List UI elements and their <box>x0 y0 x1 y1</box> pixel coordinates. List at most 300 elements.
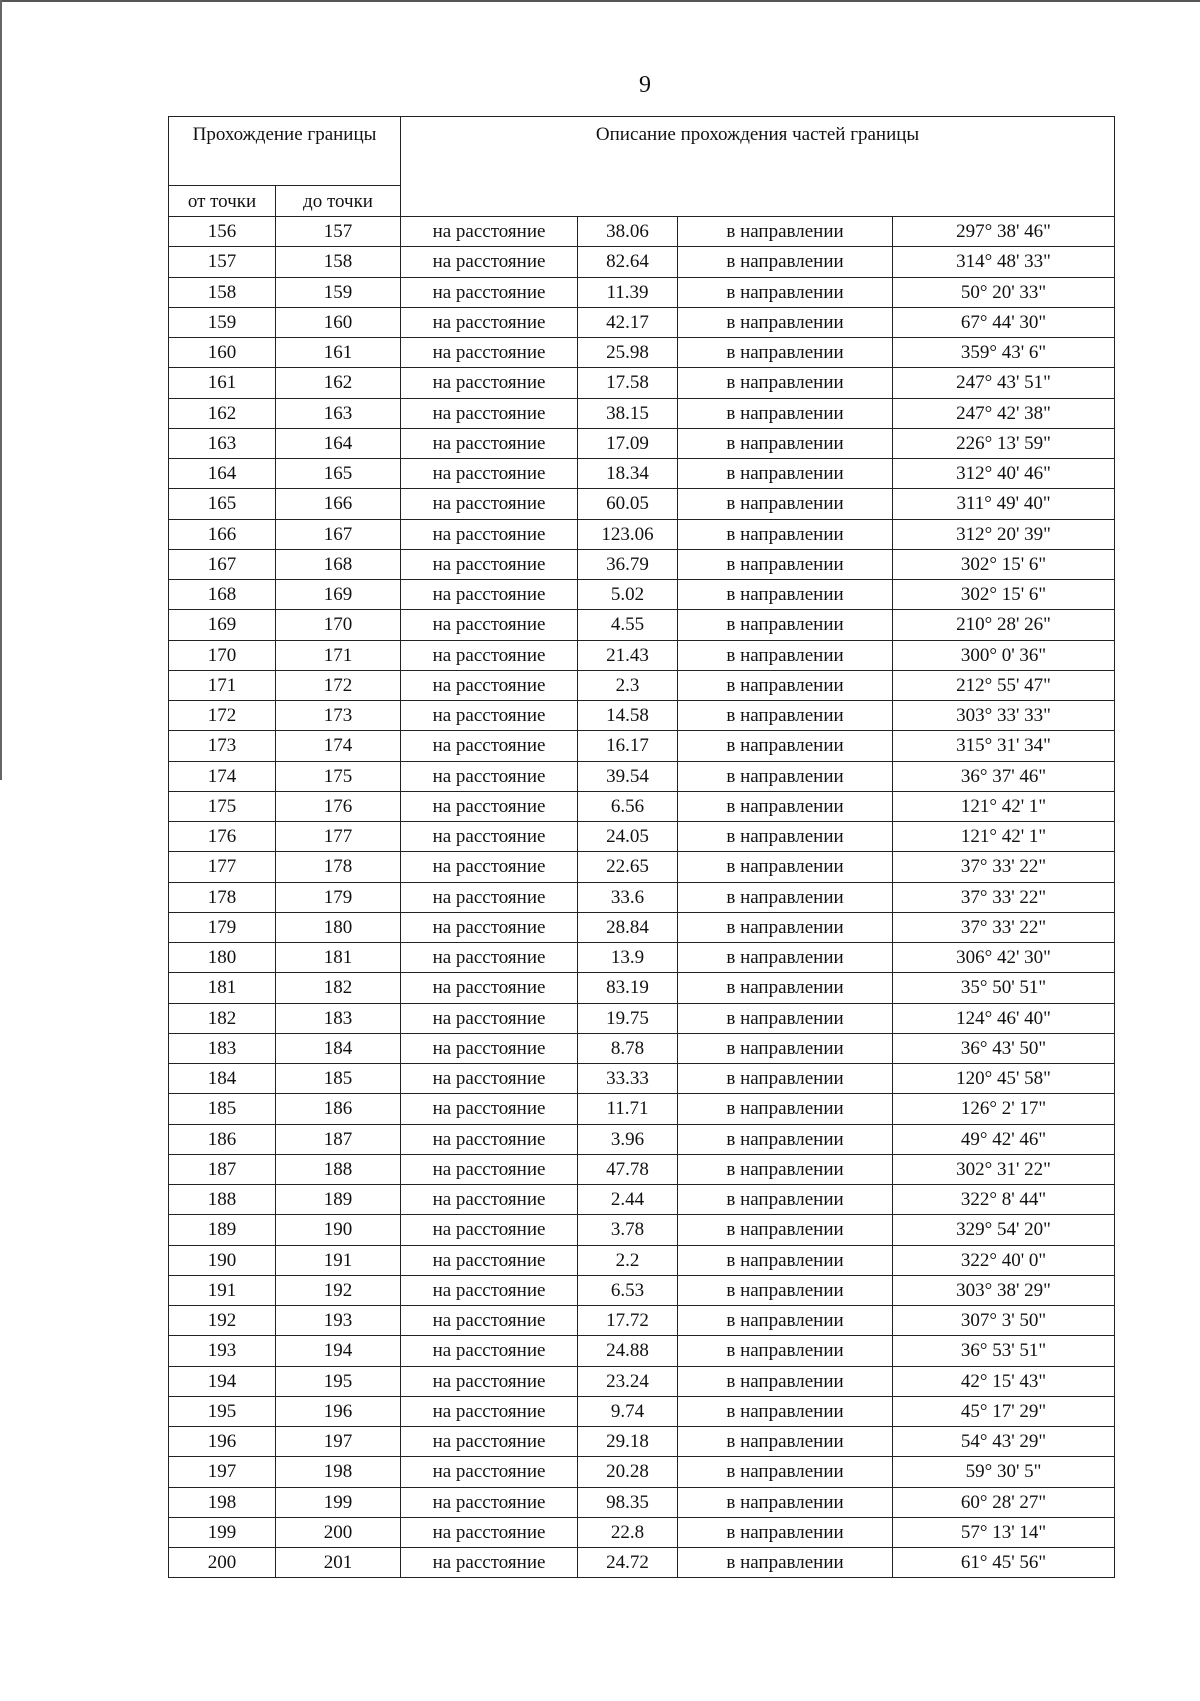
cell-direction-angle: 302° 15' 6" <box>893 549 1115 579</box>
cell-direction-angle: 302° 31' 22" <box>893 1154 1115 1184</box>
cell-to-point: 167 <box>276 519 401 549</box>
cell-distance-label: на расстояние <box>401 307 578 337</box>
cell-distance-label: на расстояние <box>401 1064 578 1094</box>
cell-distance-value: 60.05 <box>578 489 678 519</box>
cell-distance-value: 2.2 <box>578 1245 678 1275</box>
cell-to-point: 185 <box>276 1064 401 1094</box>
cell-distance-label: на расстояние <box>401 1517 578 1547</box>
cell-distance-label: на расстояние <box>401 973 578 1003</box>
cell-from-point: 192 <box>169 1306 276 1336</box>
cell-direction-label: в направлении <box>678 701 893 731</box>
cell-to-point: 195 <box>276 1366 401 1396</box>
cell-direction-angle: 300° 0' 36" <box>893 640 1115 670</box>
cell-direction-label: в направлении <box>678 1094 893 1124</box>
cell-distance-value: 21.43 <box>578 640 678 670</box>
cell-from-point: 199 <box>169 1517 276 1547</box>
cell-to-point: 157 <box>276 217 401 247</box>
cell-from-point: 156 <box>169 217 276 247</box>
table-body <box>169 217 1115 1578</box>
cell-direction-angle: 37° 33' 22" <box>893 852 1115 882</box>
cell-direction-label: в направлении <box>678 761 893 791</box>
cell-distance-value: 2.44 <box>578 1185 678 1215</box>
cell-direction-angle: 306° 42' 30" <box>893 943 1115 973</box>
cell-to-point: 196 <box>276 1396 401 1426</box>
cell-direction-angle: 37° 33' 22" <box>893 882 1115 912</box>
cell-from-point: 174 <box>169 761 276 791</box>
cell-to-point: 190 <box>276 1215 401 1245</box>
table-row <box>169 610 1115 640</box>
table-row <box>169 761 1115 791</box>
cell-direction-label: в направлении <box>678 1457 893 1487</box>
cell-distance-label: на расстояние <box>401 1033 578 1063</box>
cell-direction-label: в направлении <box>678 580 893 610</box>
cell-to-point: 171 <box>276 640 401 670</box>
cell-direction-angle: 124° 46' 40" <box>893 1003 1115 1033</box>
cell-to-point: 178 <box>276 852 401 882</box>
cell-to-point: 159 <box>276 277 401 307</box>
cell-direction-label: в направлении <box>678 943 893 973</box>
cell-distance-value: 17.09 <box>578 428 678 458</box>
table-row <box>169 1185 1115 1215</box>
cell-from-point: 197 <box>169 1457 276 1487</box>
cell-to-point: 198 <box>276 1457 401 1487</box>
cell-direction-angle: 322° 8' 44" <box>893 1185 1115 1215</box>
boundary-table <box>168 116 1115 1578</box>
cell-distance-value: 8.78 <box>578 1033 678 1063</box>
cell-distance-value: 9.74 <box>578 1396 678 1426</box>
cell-direction-label: в направлении <box>678 368 893 398</box>
cell-direction-angle: 312° 20' 39" <box>893 519 1115 549</box>
cell-from-point: 169 <box>169 610 276 640</box>
cell-from-point: 162 <box>169 398 276 428</box>
cell-from-point: 181 <box>169 973 276 1003</box>
cell-distance-label: на расстояние <box>401 1154 578 1184</box>
header-row-top <box>169 117 1115 186</box>
cell-distance-value: 36.79 <box>578 549 678 579</box>
cell-distance-value: 6.56 <box>578 791 678 821</box>
cell-from-point: 194 <box>169 1366 276 1396</box>
cell-direction-angle: 36° 53' 51" <box>893 1336 1115 1366</box>
cell-to-point: 170 <box>276 610 401 640</box>
cell-from-point: 186 <box>169 1124 276 1154</box>
cell-to-point: 174 <box>276 731 401 761</box>
table-row <box>169 701 1115 731</box>
cell-from-point: 198 <box>169 1487 276 1517</box>
table-row <box>169 1275 1115 1305</box>
scan-edge-left <box>0 0 2 780</box>
cell-from-point: 200 <box>169 1548 276 1578</box>
cell-direction-angle: 36° 43' 50" <box>893 1033 1115 1063</box>
cell-from-point: 172 <box>169 701 276 731</box>
cell-distance-label: на расстояние <box>401 610 578 640</box>
cell-to-point: 172 <box>276 670 401 700</box>
cell-direction-label: в направлении <box>678 1366 893 1396</box>
table-row <box>169 1245 1115 1275</box>
cell-distance-value: 18.34 <box>578 459 678 489</box>
header-from-point: от точки <box>169 186 276 217</box>
cell-distance-label: на расстояние <box>401 368 578 398</box>
cell-distance-value: 3.78 <box>578 1215 678 1245</box>
table-row <box>169 1003 1115 1033</box>
table-row <box>169 1548 1115 1578</box>
table-row <box>169 1215 1115 1245</box>
cell-direction-label: в направлении <box>678 1003 893 1033</box>
cell-to-point: 189 <box>276 1185 401 1215</box>
cell-direction-angle: 307° 3' 50" <box>893 1306 1115 1336</box>
cell-direction-angle: 49° 42' 46" <box>893 1124 1115 1154</box>
cell-from-point: 188 <box>169 1185 276 1215</box>
table-row <box>169 731 1115 761</box>
cell-distance-label: на расстояние <box>401 670 578 700</box>
table-row <box>169 519 1115 549</box>
cell-from-point: 193 <box>169 1336 276 1366</box>
cell-to-point: 182 <box>276 973 401 1003</box>
cell-to-point: 201 <box>276 1548 401 1578</box>
cell-direction-angle: 61° 45' 56" <box>893 1548 1115 1578</box>
cell-to-point: 191 <box>276 1245 401 1275</box>
table-row <box>169 580 1115 610</box>
cell-distance-label: на расстояние <box>401 1306 578 1336</box>
cell-from-point: 168 <box>169 580 276 610</box>
cell-direction-label: в направлении <box>678 670 893 700</box>
table-row <box>169 1487 1115 1517</box>
cell-from-point: 171 <box>169 670 276 700</box>
cell-distance-label: на расстояние <box>401 1245 578 1275</box>
cell-direction-label: в направлении <box>678 822 893 852</box>
table-row <box>169 822 1115 852</box>
cell-distance-value: 83.19 <box>578 973 678 1003</box>
cell-distance-label: на расстояние <box>401 1003 578 1033</box>
table-row <box>169 428 1115 458</box>
cell-to-point: 158 <box>276 247 401 277</box>
cell-to-point: 187 <box>276 1124 401 1154</box>
cell-distance-label: на расстояние <box>401 912 578 942</box>
cell-distance-label: на расстояние <box>401 701 578 731</box>
cell-direction-label: в направлении <box>678 307 893 337</box>
cell-distance-value: 42.17 <box>578 307 678 337</box>
cell-distance-label: на расстояние <box>401 761 578 791</box>
cell-from-point: 173 <box>169 731 276 761</box>
cell-direction-label: в направлении <box>678 1517 893 1547</box>
cell-to-point: 169 <box>276 580 401 610</box>
cell-direction-angle: 303° 38' 29" <box>893 1275 1115 1305</box>
cell-to-point: 193 <box>276 1306 401 1336</box>
cell-direction-label: в направлении <box>678 1487 893 1517</box>
cell-distance-label: на расстояние <box>401 247 578 277</box>
table-row <box>169 1306 1115 1336</box>
table-row <box>169 1064 1115 1094</box>
cell-distance-value: 82.64 <box>578 247 678 277</box>
cell-from-point: 191 <box>169 1275 276 1305</box>
cell-from-point: 178 <box>169 882 276 912</box>
cell-direction-angle: 315° 31' 34" <box>893 731 1115 761</box>
cell-from-point: 166 <box>169 519 276 549</box>
cell-distance-value: 23.24 <box>578 1366 678 1396</box>
cell-from-point: 157 <box>169 247 276 277</box>
cell-direction-label: в направлении <box>678 1427 893 1457</box>
cell-from-point: 167 <box>169 549 276 579</box>
table-row <box>169 1427 1115 1457</box>
cell-from-point: 170 <box>169 640 276 670</box>
cell-distance-label: на расстояние <box>401 1094 578 1124</box>
cell-direction-label: в направлении <box>678 428 893 458</box>
cell-direction-label: в направлении <box>678 640 893 670</box>
cell-direction-label: в направлении <box>678 338 893 368</box>
cell-to-point: 161 <box>276 338 401 368</box>
cell-to-point: 173 <box>276 701 401 731</box>
table-row <box>169 1457 1115 1487</box>
cell-direction-angle: 314° 48' 33" <box>893 247 1115 277</box>
table-row <box>169 912 1115 942</box>
cell-direction-label: в направлении <box>678 519 893 549</box>
table-row <box>169 1366 1115 1396</box>
cell-distance-label: на расстояние <box>401 852 578 882</box>
cell-from-point: 158 <box>169 277 276 307</box>
cell-direction-label: в направлении <box>678 459 893 489</box>
cell-direction-angle: 311° 49' 40" <box>893 489 1115 519</box>
header-description: Описание прохождения частей границы <box>401 117 1115 217</box>
cell-direction-label: в направлении <box>678 610 893 640</box>
cell-direction-label: в направлении <box>678 912 893 942</box>
cell-direction-label: в направлении <box>678 277 893 307</box>
cell-to-point: 180 <box>276 912 401 942</box>
table-row <box>169 277 1115 307</box>
cell-direction-angle: 57° 13' 14" <box>893 1517 1115 1547</box>
cell-distance-label: на расстояние <box>401 1275 578 1305</box>
cell-from-point: 165 <box>169 489 276 519</box>
table-row <box>169 1396 1115 1426</box>
cell-direction-angle: 322° 40' 0" <box>893 1245 1115 1275</box>
cell-from-point: 180 <box>169 943 276 973</box>
table-row <box>169 1154 1115 1184</box>
table-row <box>169 1517 1115 1547</box>
cell-distance-label: на расстояние <box>401 519 578 549</box>
cell-to-point: 163 <box>276 398 401 428</box>
cell-from-point: 187 <box>169 1154 276 1184</box>
cell-from-point: 196 <box>169 1427 276 1457</box>
cell-distance-value: 20.28 <box>578 1457 678 1487</box>
cell-distance-value: 98.35 <box>578 1487 678 1517</box>
table-row <box>169 1124 1115 1154</box>
cell-direction-angle: 302° 15' 6" <box>893 580 1115 610</box>
page-number: 9 <box>639 72 651 98</box>
table-row <box>169 670 1115 700</box>
cell-distance-label: на расстояние <box>401 277 578 307</box>
cell-direction-angle: 45° 17' 29" <box>893 1396 1115 1426</box>
cell-distance-label: на расстояние <box>401 791 578 821</box>
cell-to-point: 168 <box>276 549 401 579</box>
cell-to-point: 197 <box>276 1427 401 1457</box>
cell-distance-value: 123.06 <box>578 519 678 549</box>
cell-distance-label: на расстояние <box>401 731 578 761</box>
cell-direction-angle: 359° 43' 6" <box>893 338 1115 368</box>
cell-distance-value: 22.65 <box>578 852 678 882</box>
cell-distance-label: на расстояние <box>401 1124 578 1154</box>
cell-distance-value: 25.98 <box>578 338 678 368</box>
cell-distance-value: 38.15 <box>578 398 678 428</box>
cell-distance-value: 39.54 <box>578 761 678 791</box>
table-row <box>169 640 1115 670</box>
cell-distance-label: на расстояние <box>401 549 578 579</box>
cell-direction-label: в направлении <box>678 1396 893 1426</box>
cell-from-point: 179 <box>169 912 276 942</box>
cell-direction-label: в направлении <box>678 1154 893 1184</box>
header-to-point: до точки <box>276 186 401 217</box>
cell-from-point: 183 <box>169 1033 276 1063</box>
table-row <box>169 338 1115 368</box>
cell-to-point: 160 <box>276 307 401 337</box>
cell-distance-value: 17.58 <box>578 368 678 398</box>
cell-direction-angle: 60° 28' 27" <box>893 1487 1115 1517</box>
cell-direction-label: в направлении <box>678 217 893 247</box>
cell-distance-label: на расстояние <box>401 822 578 852</box>
cell-distance-value: 6.53 <box>578 1275 678 1305</box>
header-passage: Прохождение границы <box>169 117 401 186</box>
table-row <box>169 217 1115 247</box>
cell-direction-label: в направлении <box>678 398 893 428</box>
table-row <box>169 549 1115 579</box>
table-row <box>169 368 1115 398</box>
cell-distance-value: 29.18 <box>578 1427 678 1457</box>
cell-direction-angle: 247° 42' 38" <box>893 398 1115 428</box>
cell-to-point: 162 <box>276 368 401 398</box>
cell-distance-value: 22.8 <box>578 1517 678 1547</box>
cell-direction-label: в направлении <box>678 852 893 882</box>
cell-distance-value: 11.39 <box>578 277 678 307</box>
cell-to-point: 192 <box>276 1275 401 1305</box>
cell-distance-value: 28.84 <box>578 912 678 942</box>
cell-distance-value: 5.02 <box>578 580 678 610</box>
cell-distance-value: 4.55 <box>578 610 678 640</box>
cell-from-point: 184 <box>169 1064 276 1094</box>
cell-distance-value: 11.71 <box>578 1094 678 1124</box>
cell-distance-label: на расстояние <box>401 580 578 610</box>
cell-direction-angle: 297° 38' 46" <box>893 217 1115 247</box>
cell-direction-label: в направлении <box>678 549 893 579</box>
cell-distance-label: на расстояние <box>401 1215 578 1245</box>
cell-distance-label: на расстояние <box>401 1487 578 1517</box>
cell-direction-label: в направлении <box>678 1033 893 1063</box>
cell-direction-angle: 247° 43' 51" <box>893 368 1115 398</box>
cell-direction-angle: 54° 43' 29" <box>893 1427 1115 1457</box>
table-row <box>169 1094 1115 1124</box>
cell-distance-label: на расстояние <box>401 398 578 428</box>
cell-from-point: 177 <box>169 852 276 882</box>
cell-distance-label: на расстояние <box>401 217 578 247</box>
cell-distance-label: на расстояние <box>401 489 578 519</box>
cell-from-point: 164 <box>169 459 276 489</box>
table-row <box>169 973 1115 1003</box>
cell-from-point: 182 <box>169 1003 276 1033</box>
cell-to-point: 199 <box>276 1487 401 1517</box>
cell-to-point: 200 <box>276 1517 401 1547</box>
cell-distance-value: 24.05 <box>578 822 678 852</box>
table-row <box>169 1336 1115 1366</box>
cell-direction-angle: 37° 33' 22" <box>893 912 1115 942</box>
cell-to-point: 165 <box>276 459 401 489</box>
table-row <box>169 489 1115 519</box>
cell-direction-angle: 67° 44' 30" <box>893 307 1115 337</box>
table-row <box>169 852 1115 882</box>
cell-direction-angle: 212° 55' 47" <box>893 670 1115 700</box>
cell-distance-value: 3.96 <box>578 1124 678 1154</box>
table-row <box>169 882 1115 912</box>
cell-direction-angle: 59° 30' 5" <box>893 1457 1115 1487</box>
cell-from-point: 163 <box>169 428 276 458</box>
cell-distance-value: 2.3 <box>578 670 678 700</box>
cell-direction-label: в направлении <box>678 882 893 912</box>
cell-distance-value: 13.9 <box>578 943 678 973</box>
cell-direction-label: в направлении <box>678 489 893 519</box>
cell-distance-value: 19.75 <box>578 1003 678 1033</box>
cell-to-point: 194 <box>276 1336 401 1366</box>
cell-direction-label: в направлении <box>678 1064 893 1094</box>
cell-direction-angle: 126° 2' 17" <box>893 1094 1115 1124</box>
table-row <box>169 791 1115 821</box>
cell-from-point: 185 <box>169 1094 276 1124</box>
table-row <box>169 459 1115 489</box>
cell-distance-label: на расстояние <box>401 1457 578 1487</box>
cell-distance-value: 14.58 <box>578 701 678 731</box>
cell-distance-value: 47.78 <box>578 1154 678 1184</box>
cell-from-point: 160 <box>169 338 276 368</box>
table-row <box>169 247 1115 277</box>
cell-distance-label: на расстояние <box>401 1366 578 1396</box>
cell-to-point: 186 <box>276 1094 401 1124</box>
cell-distance-label: на расстояние <box>401 1185 578 1215</box>
cell-direction-label: в направлении <box>678 247 893 277</box>
cell-to-point: 181 <box>276 943 401 973</box>
cell-direction-angle: 210° 28' 26" <box>893 610 1115 640</box>
cell-from-point: 190 <box>169 1245 276 1275</box>
table-row <box>169 398 1115 428</box>
scan-edge-top <box>0 0 1200 2</box>
cell-distance-label: на расстояние <box>401 1336 578 1366</box>
cell-to-point: 176 <box>276 791 401 821</box>
cell-to-point: 166 <box>276 489 401 519</box>
cell-direction-angle: 329° 54' 20" <box>893 1215 1115 1245</box>
cell-distance-label: на расстояние <box>401 1427 578 1457</box>
cell-distance-value: 16.17 <box>578 731 678 761</box>
cell-direction-angle: 121° 42' 1" <box>893 822 1115 852</box>
cell-to-point: 179 <box>276 882 401 912</box>
cell-from-point: 175 <box>169 791 276 821</box>
cell-distance-label: на расстояние <box>401 428 578 458</box>
cell-distance-label: на расстояние <box>401 1396 578 1426</box>
cell-distance-label: на расстояние <box>401 640 578 670</box>
cell-direction-angle: 35° 50' 51" <box>893 973 1115 1003</box>
cell-to-point: 188 <box>276 1154 401 1184</box>
cell-from-point: 159 <box>169 307 276 337</box>
cell-direction-angle: 312° 40' 46" <box>893 459 1115 489</box>
cell-distance-value: 24.88 <box>578 1336 678 1366</box>
cell-distance-value: 33.33 <box>578 1064 678 1094</box>
cell-direction-label: в направлении <box>678 1306 893 1336</box>
table-row <box>169 307 1115 337</box>
cell-direction-label: в направлении <box>678 1124 893 1154</box>
cell-direction-label: в направлении <box>678 1275 893 1305</box>
table-row <box>169 1033 1115 1063</box>
cell-distance-value: 38.06 <box>578 217 678 247</box>
cell-direction-label: в направлении <box>678 1185 893 1215</box>
table-row <box>169 943 1115 973</box>
cell-distance-value: 24.72 <box>578 1548 678 1578</box>
cell-direction-angle: 120° 45' 58" <box>893 1064 1115 1094</box>
cell-to-point: 164 <box>276 428 401 458</box>
cell-distance-value: 33.6 <box>578 882 678 912</box>
cell-to-point: 177 <box>276 822 401 852</box>
cell-from-point: 189 <box>169 1215 276 1245</box>
